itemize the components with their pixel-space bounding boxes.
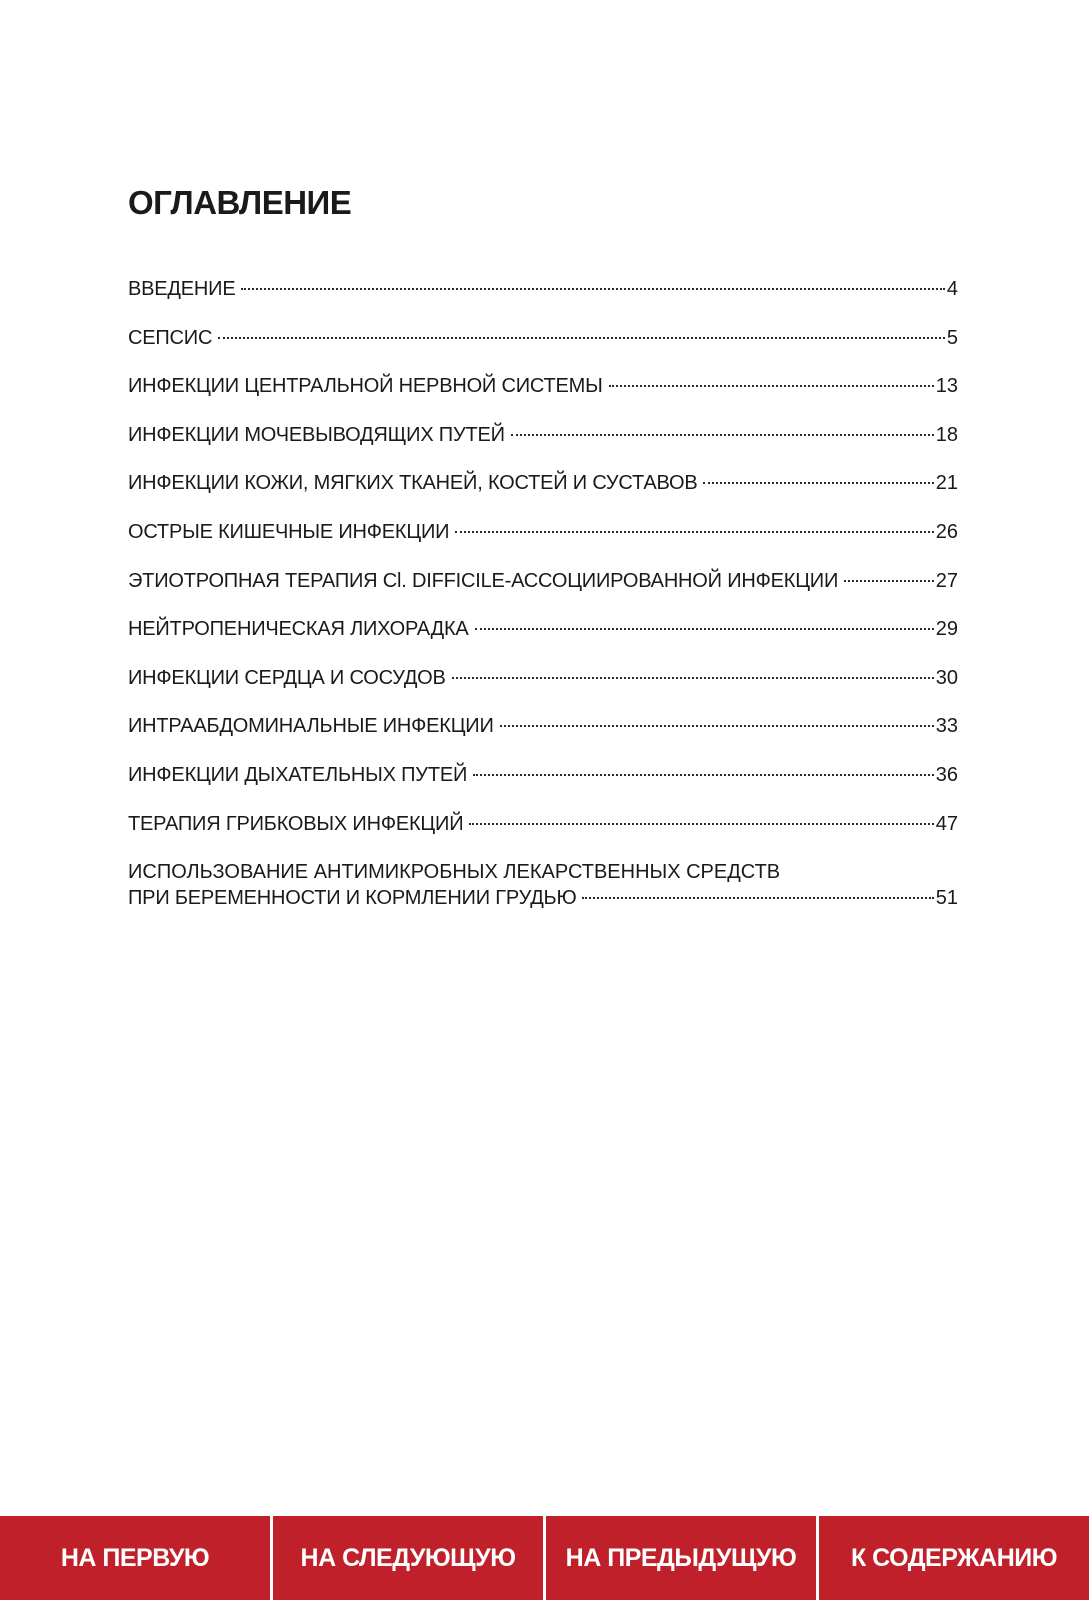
toc-entry-cardiovascular-infections[interactable] xyxy=(128,665,958,691)
toc-entry-intestinal-infections[interactable] xyxy=(128,519,958,545)
toc-entry-neutropenic-fever[interactable] xyxy=(128,616,958,642)
toc-entry-label: ИНФЕКЦИИ ДЫХАТЕЛЬНЫХ ПУТЕЙ xyxy=(128,763,468,786)
navigation-bar xyxy=(0,1516,1089,1600)
page-title: ОГЛАВЛЕНИЕ xyxy=(128,184,352,221)
toc-entry-page: 51 xyxy=(935,887,958,910)
toc-entry-sepsis[interactable] xyxy=(128,325,958,351)
toc-entry-page: 13 xyxy=(935,375,958,398)
toc-entry-label-line2: ПРИ БЕРЕМЕННОСТИ И КОРМЛЕНИИ ГРУДЬЮ xyxy=(128,887,577,910)
toc-entry-page: 36 xyxy=(935,763,958,786)
toc-entry-page: 4 xyxy=(946,278,958,300)
toc-entry-page: 33 xyxy=(935,715,958,738)
toc-entry-label: ЭТИОТРОПНАЯ ТЕРАПИЯ Cl. DIFFICILE-АССОЦИИРОВАННОЙ ИНФЕКЦИИ xyxy=(128,569,839,592)
toc-leader-dots xyxy=(241,288,944,290)
toc-leader-dots xyxy=(475,628,934,630)
toc-entry-page: 30 xyxy=(935,666,958,689)
toc-entry-label: ИНФЕКЦИИ МОЧЕВЫВОДЯЩИХ ПУТЕЙ xyxy=(128,423,505,446)
toc-entry-page: 47 xyxy=(935,812,958,835)
toc-leader-dots xyxy=(455,531,933,533)
toc-entry-page: 29 xyxy=(935,618,958,641)
toc-entry-label: СЕПСИС xyxy=(128,326,213,349)
toc-leader-dots xyxy=(609,385,934,387)
toc-entry-page: 18 xyxy=(935,423,958,446)
toc-leader-dots xyxy=(582,897,933,899)
toc-entry-urinary-infections[interactable] xyxy=(128,422,958,448)
toc-entry-label: ИНФЕКЦИИ СЕРДЦА И СОСУДОВ xyxy=(128,666,446,689)
toc-entry-respiratory-infections[interactable] xyxy=(128,762,958,788)
toc-leader-dots xyxy=(452,677,934,679)
toc-leader-dots xyxy=(844,580,934,582)
toc-leader-dots xyxy=(218,337,945,339)
table-of-contents-button[interactable]: К СОДЕРЖАНИЮ xyxy=(816,1516,1089,1600)
toc-list xyxy=(128,276,958,934)
toc-entry-fungal-therapy[interactable] xyxy=(128,811,958,837)
toc-entry-label: ИНТРААБДОМИНАЛЬНЫЕ ИНФЕКЦИИ xyxy=(128,715,494,738)
toc-entry-cns-infections[interactable] xyxy=(128,373,958,399)
toc-entry-intraabdominal-infections[interactable] xyxy=(128,713,958,739)
previous-page-button[interactable]: НА ПРЕДЫДУЩУЮ xyxy=(543,1516,816,1600)
first-page-button[interactable]: НА ПЕРВУЮ xyxy=(0,1516,270,1600)
toc-entry-skin-infections[interactable] xyxy=(128,470,958,496)
toc-entry-label-line1: ИСПОЛЬЗОВАНИЕ АНТИМИКРОБНЫХ ЛЕКАРСТВЕННЫХ СРЕДСТВ xyxy=(128,861,781,884)
toc-entry-label: ИНФЕКЦИИ КОЖИ, МЯГКИХ ТКАНЕЙ, КОСТЕЙ И СУСТАВОВ xyxy=(128,472,698,495)
next-page-button[interactable]: НА СЛЕДУЮЩУЮ xyxy=(270,1516,543,1600)
toc-entry-page: 21 xyxy=(935,472,958,495)
toc-entry-page: 5 xyxy=(946,326,958,349)
toc-leader-dots xyxy=(500,725,934,727)
toc-entry-label: ИНФЕКЦИИ ЦЕНТРАЛЬНОЙ НЕРВНОЙ СИСТЕМЫ xyxy=(128,375,603,398)
toc-leader-dots xyxy=(469,823,933,825)
toc-entry-page: 27 xyxy=(935,569,958,592)
toc-entry-pregnancy-antimicrobials[interactable] xyxy=(128,859,958,911)
toc-entry-label: ТЕРАПИЯ ГРИБКОВЫХ ИНФЕКЦИЙ xyxy=(128,812,464,835)
toc-entry-label: ОСТРЫЕ КИШЕЧНЫЕ ИНФЕКЦИИ xyxy=(128,520,450,543)
toc-entry-cdifficile-therapy[interactable] xyxy=(128,568,958,594)
toc-leader-dots xyxy=(511,434,934,436)
toc-leader-dots xyxy=(703,482,933,484)
toc-entry-introduction[interactable] xyxy=(128,276,958,302)
toc-leader-dots xyxy=(473,774,934,776)
toc-entry-page: 26 xyxy=(935,520,958,543)
toc-entry-label: НЕЙТРОПЕНИЧЕСКАЯ ЛИХОРАДКА xyxy=(128,618,469,641)
toc-entry-label: ВВЕДЕНИЕ xyxy=(128,278,236,300)
